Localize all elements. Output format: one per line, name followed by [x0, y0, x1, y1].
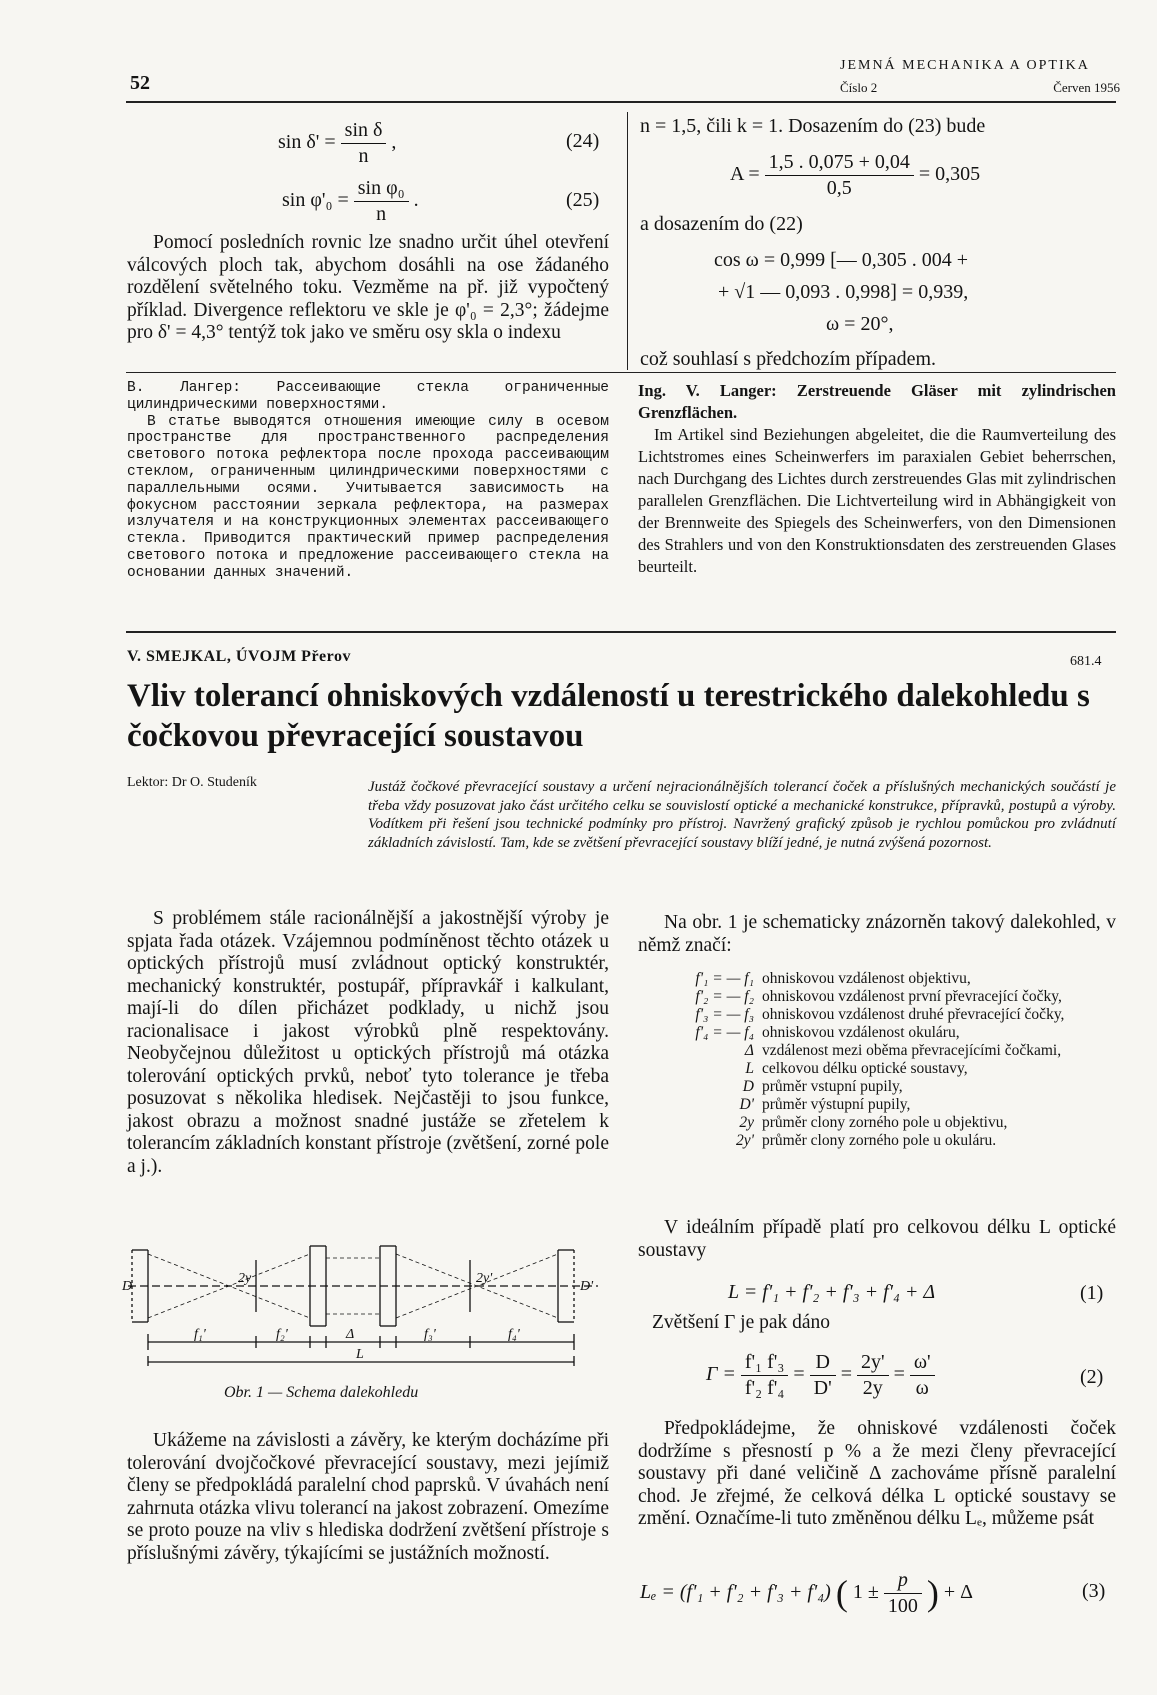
label-2y-prime: 2y' [476, 1271, 493, 1286]
symbol-row [638, 1042, 1116, 1060]
symbol-description: ohniskovou vzdálenost druhé převracející čočky, [762, 1006, 1065, 1023]
symbol-row [638, 1132, 1116, 1150]
symbol-row [638, 1060, 1116, 1078]
symbol-row [638, 970, 1116, 988]
prev-article-paragraph: Pomocí posledních rovnic lze snadno určit úhel otevření válcových ploch tak, abychom dosáhli na ose žádaného rozdělení světelného toku. Vezměme na př. již vypočtený příklad. Divergence reflektoru ve skle je φ'₀ = 2,3°; žádejme pro δ' = 4,3° tentýž tok jako ve směru osy skla o indexu [127, 232, 609, 343]
equation-25-number: (25) [566, 189, 600, 211]
column-divider-top [627, 112, 628, 370]
equation-2: Γ = $\frac{\text{f'₁ f'₃}}{\text{f'₂ f'₄}}$ = $\frac{D}{D'}$ = $\frac{2y'}{2y}$ = $\frac{\omega'}{\omega}$ [706, 1350, 935, 1401]
article-abstract: Justáž čočkové převracející soustavy a určení nejracionálnějších tolerancí čoček a příslušných mechanických součástí je třeba vždy posuzovat jako část určitého celku se souvislostí optické a mechanické konstrukce, přípravků, postupů a výroby. Vodítkem při řešení jsou technické podmínky pro přístroj. Navržený grafický způsob je rychlou pomůckou pro zvládnutí základních závislostí. Tam, kde se zvětšení převracející soustavy blíží jedné, je nutná zvýšená pozornost. [368, 779, 1116, 851]
summary-russian-body: В статье выводятся отношения имеющие силу в осевом пространстве для пространственного распределения светового потока рефлектора после прохода рассеивающим стеклом, ограниченным цилиндрическими поверхностями с параллельными осями. Учитывается зависимость на фокусном расстоянии зеркала рефлектора, на размерах излучателя и на конструкционных элементах рассеивающего стекла. Приводится практический пример распределения светового потока и предложение рассеивающего стекла на основании данных значений. [127, 413, 609, 581]
article-authors: V. SMEJKAL, ÚVOJM Přerov [127, 648, 351, 665]
label-f1: f₁' [194, 1327, 206, 1342]
label-2y: 2y [238, 1271, 252, 1286]
label-D: D [122, 1279, 133, 1294]
symbol-description: vzdálenost mezi oběma převracejícími čočkami, [762, 1042, 1062, 1059]
symbol: 2y [739, 1114, 754, 1131]
equation-omega: ω = 20°, [826, 313, 894, 335]
equation-24: sin δ' = $\frac{\text{sin δ}}{n}$ , [278, 119, 397, 167]
summary-rule [126, 372, 1116, 373]
equation-cos-line-2: + √1 — 0,093 . 0,998] = 0,939, [718, 281, 969, 303]
equation-1-number: (1) [1080, 1282, 1104, 1304]
symbol: f'₄ = — f₄ [695, 1024, 754, 1041]
equation-cos-line-1: cos ω = 0,999 [— 0,305 . 004 + [714, 249, 969, 271]
symbol: f'₂ = — f₂ [695, 988, 754, 1005]
equation-1: L = f'₁ + f'₂ + f'₃ + f'₄ + Δ [728, 1281, 936, 1303]
page-number: 52 [130, 72, 150, 94]
label-L: L [356, 1347, 364, 1362]
symbol-row [638, 1006, 1116, 1024]
symbol-row [638, 1114, 1116, 1132]
summary-russian [127, 380, 609, 582]
symbol: f'₃ = — f₃ [695, 1006, 754, 1023]
symbol-description: průměr clony zorného pole u okuláru. [762, 1132, 997, 1149]
scope-paragraph: Ukážeme na závislosti a závěry, ke kterým docházíme při tolerování dvojčočkové převracející soustavy, mezi jejímiž členy se předpokládá paralelní chod paprsků. V úvahách není zahrnuta otázka vlivu tolerancí na jakost zobrazení. Omezíme se proto pouze na vliv s hlediska dodržení zvětšení přístroje s příslušnými závěry, týkajícími se justážních možností. [127, 1430, 609, 1564]
symbol-row [638, 1096, 1116, 1114]
symbols-intro: Na obr. 1 je schematicky znázorněn takový dalekohled, v němž značí: [638, 912, 1116, 956]
symbol: Δ [744, 1042, 754, 1059]
tolerance-paragraph: Předpokládejme, že ohniskové vzdálenosti čoček dodržíme s přesností p % a že mezi členy převracející soustavy při dané veličině Δ zachováme přísně paralelní chod. Je zřejmé, že celková délka L optické soustavy se změní. Označíme-li tuto změněnou délku Lₑ, můžeme psát [638, 1418, 1116, 1529]
equation-3: Lₑ = (f'₁ + f'₂ + f'₃ + f'₄) ( 1 ± $\frac{p}{100}$ ) + Δ [640, 1569, 973, 1617]
prev-article-right-line-1: n = 1,5, čili k = 1. Dosazením do (23) bude [640, 115, 986, 137]
symbol-description: průměr vstupní pupily, [762, 1078, 903, 1095]
magnification-line: Zvětšení Γ je pak dáno [652, 1312, 831, 1333]
label-f2: f₂' [276, 1327, 288, 1342]
symbol-row [638, 1078, 1116, 1096]
symbol-description: průměr výstupní pupily, [762, 1096, 911, 1113]
article-separator-rule [126, 631, 1116, 633]
figure-caption: Obr. 1 — Schema dalekohledu [224, 1384, 419, 1401]
length-paragraph: V ideálním případě platí pro celkovou délku L optické soustavy [638, 1217, 1116, 1261]
label-f3: f₃' [424, 1327, 436, 1342]
equation-3-number: (3) [1082, 1580, 1106, 1602]
symbol-list [638, 970, 1116, 1150]
symbol-row [638, 1024, 1116, 1042]
symbol-description: ohniskovou vzdálenost objektivu, [762, 970, 971, 987]
issue-date: Červen 1956 [1053, 80, 1120, 95]
reviewer: Lektor: Dr O. Studeník [127, 775, 257, 790]
summary-russian-heading: В. Лангер: Рассеивающие стекла ограниченные цилиндрическими поверхностями. [127, 380, 609, 413]
issue-info [840, 80, 1120, 96]
symbol: 2y' [736, 1132, 754, 1149]
article-title: Vliv tolerancí ohniskových vzdáleností u terestrického dalekohledu s čočkovou převracející soustavou [127, 678, 1090, 754]
symbol-description: ohniskovou vzdálenost okuláru, [762, 1024, 960, 1041]
label-delta: Δ [346, 1327, 355, 1342]
udc-code: 681.4 [1070, 654, 1102, 669]
summary-german-body: Im Artikel sind Beziehungen abgeleitet, die die Raumverteilung des Lichtstromes eines Scheinwerfers im paraxialen Gebiet beherrschen, nach Durchgang des Lichtes durch zerstreuendes Glas mit zylindrischen parallelen Grenzflächen. Die Lichtverteilung wird in Abhängigkeit von der Brennweite des Spiegels des Scheinwerfers, von den Dimensionen des Strahlers und von den Konstruktionsdaten des zerstreuenden Glases beurteilt. [638, 425, 1116, 576]
symbol: D' [739, 1096, 754, 1113]
summary-german-heading: Ing. V. Langer: Zerstreuende Gläser mit zylindrischen Grenzflächen. [638, 381, 1116, 422]
label-D-prime: D' [580, 1279, 594, 1294]
symbol: f'₁ = — f₁ [695, 970, 754, 987]
symbol-description: průměr clony zorného pole u objektivu, [762, 1114, 1008, 1131]
summary-german [638, 380, 1116, 578]
journal-title: JEMNÁ MECHANIKA A OPTIKA [840, 58, 1090, 73]
symbol-description: celkovou délku optické soustavy, [762, 1060, 968, 1077]
equation-25: sin φ'₀ = $\frac{\text{sin φ₀}}{n}$ . [282, 177, 419, 225]
equation-24-number: (24) [566, 130, 600, 152]
issue-number: Číslo 2 [840, 80, 878, 95]
telescope-schema-figure [118, 1238, 608, 1368]
header-rule [126, 101, 1116, 103]
symbol: L [745, 1060, 754, 1077]
prev-article-right-line-2: a dosazením do (22) [640, 213, 803, 235]
intro-paragraph: S problémem stále racionálnější a jakostnější výroby je spjata řada otázek. Vzájemnou podmíněnost těchto otázek u optických přístrojů musí zvládnout optický konstruktér, mechanický konstruktér, postupář, přípravkář i kalkulant, mají-li do dílen přicházet podklady, u nichž jsou racionalisace i jakost výrobků plně respektovány. Neobyčejnou důležitost u optických přístrojů má otázka tolerování optických prvků, neboť tyto tolerance je třeba posuzovat s několika hledisek. Nejčastěji to jsou funkce, jakost obrazu a možnost snadné justáže se zřetelem k tolerancím základních konstant přístroje (zvětšení, zorné pole a j.). [127, 908, 609, 1177]
symbol: D [742, 1078, 754, 1095]
prev-article-right-line-3: což souhlasí s předchozím případem. [640, 348, 937, 370]
symbol-row [638, 988, 1116, 1006]
symbol-description: ohniskovou vzdálenost první převracející čočky, [762, 988, 1062, 1005]
equation-A: A = $\frac{1,5 . 0,075 + 0,04}{0,5}$ = 0,305 [730, 151, 981, 199]
label-f4: f₄' [508, 1327, 520, 1342]
equation-2-number: (2) [1080, 1366, 1104, 1388]
